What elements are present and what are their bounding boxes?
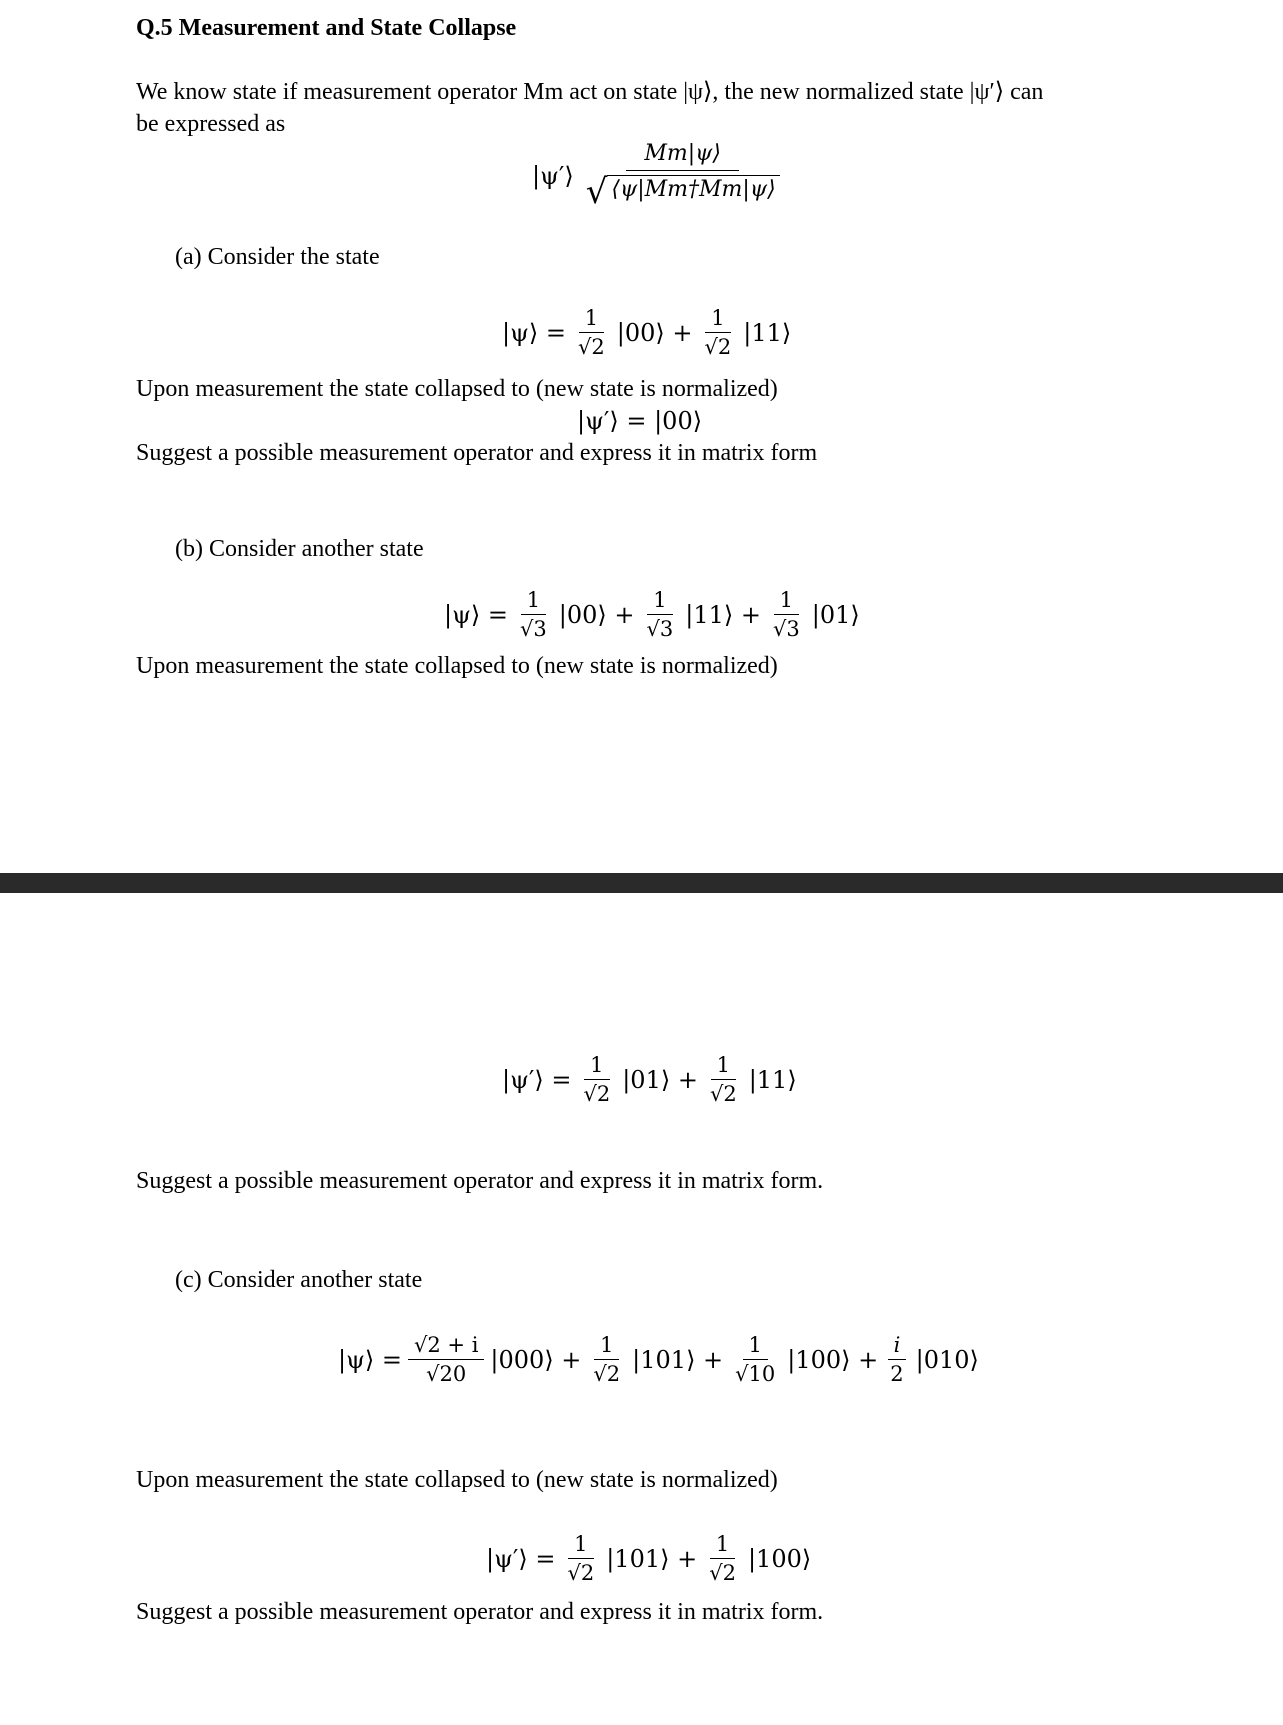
part-c-question: Suggest a possible measurement operator and express it in matrix form. — [136, 1599, 824, 1625]
part-c-coef-1: $\frac{√2 + i}{√20}$ — [408, 1333, 484, 1386]
part-b-collapsed-lhs: |ψ′⟩ = — [502, 1065, 572, 1094]
page-divider — [0, 873, 1283, 893]
part-b-ket-3: |01⟩ — [811, 600, 860, 629]
part-c-collapsed-coef-1: $\frac{1}{√2}$ — [567, 1532, 595, 1585]
part-a-coef-2: $\frac{1}{√2}$ — [704, 306, 732, 359]
part-b-lhs: |ψ⟩ = — [444, 600, 509, 629]
part-b-state — [442, 588, 862, 641]
radical-sign: √ — [585, 172, 608, 212]
intro-line-1: We know state if measurement operator Mm act on state |ψ⟩, the new normalized state |ψ′⟩ can — [136, 79, 1044, 105]
part-a-lhs: |ψ⟩ = — [502, 318, 567, 347]
part-c-ket-3: |100⟩ + — [787, 1345, 879, 1374]
part-a-label: (a) Consider the state — [175, 244, 380, 270]
part-b-collapsed-state — [500, 1053, 799, 1106]
part-c-coef-2: $\frac{1}{√2}$ — [593, 1333, 621, 1386]
part-b-label: (b) Consider another state — [175, 536, 424, 562]
part-c-coef-4: $\frac{i}{2}$ — [884, 1333, 909, 1386]
part-b-ket-1: |00⟩ + — [558, 600, 635, 629]
part-c-collapsed-ket-1: |101⟩ + — [606, 1544, 698, 1573]
part-a-ket-2: |11⟩ — [743, 318, 792, 347]
part-c-coef-3: $\frac{1}{√10}$ — [735, 1333, 776, 1386]
part-a-collapsed-state: |ψ′⟩ = |00⟩ — [577, 407, 703, 435]
part-b-coef-1: $\frac{1}{√3}$ — [520, 588, 547, 641]
part-c-collapsed-coef-2: $\frac{1}{√2}$ — [709, 1532, 736, 1585]
part-a-state — [500, 306, 793, 359]
part-b-collapsed-ket-2: |11⟩ — [748, 1065, 797, 1094]
part-a-ket-1: |00⟩ + — [616, 318, 693, 347]
part-a-coef-1: $\frac{1}{√2}$ — [578, 306, 605, 359]
part-b-collapsed-coef-2: $\frac{1}{√2}$ — [709, 1053, 737, 1106]
part-c-collapsed-lhs: |ψ′⟩ = — [486, 1544, 556, 1573]
part-b-question: Suggest a possible measurement operator and express it in matrix form. — [136, 1168, 824, 1194]
part-b-coef-2: $\frac{1}{√3}$ — [646, 588, 674, 641]
part-b-ket-2: |11⟩ + — [685, 600, 761, 629]
formula-numerator: Mm|ψ⟩ — [626, 142, 739, 171]
part-c-ket-4: |010⟩ — [915, 1345, 979, 1374]
part-c-label: (c) Consider another state — [175, 1267, 423, 1293]
part-b-collapse-text: Upon measurement the state collapsed to (new state is normalized) — [136, 653, 778, 679]
formula-denominator — [580, 171, 786, 212]
part-c-state — [336, 1333, 981, 1386]
part-b-coef-3: $\frac{1}{√3}$ — [772, 588, 800, 641]
intro-line-2: be expressed as — [136, 111, 286, 137]
question-title: Q.5 Measurement and State Collapse — [136, 15, 517, 41]
part-b-collapsed-ket-1: |01⟩ + — [622, 1065, 698, 1094]
part-a-question: Suggest a possible measurement operator and express it in matrix form — [136, 440, 818, 466]
part-c-collapsed-ket-2: |100⟩ — [747, 1544, 812, 1573]
part-b-collapsed-coef-1: $\frac{1}{√2}$ — [583, 1053, 611, 1106]
part-a-collapse-text: Upon measurement the state collapsed to (new state is normalized) — [136, 376, 778, 402]
part-c-ket-2: |101⟩ + — [632, 1345, 724, 1374]
formula-radicand: ⟨ψ|Mm†Mm|ψ⟩ — [607, 175, 779, 209]
part-c-lhs: |ψ⟩ = — [338, 1345, 403, 1374]
part-c-collapse-text: Upon measurement the state collapsed to (new state is normalized) — [136, 1467, 778, 1493]
formula-fraction — [580, 141, 786, 212]
formula-lhs: |ψ′⟩ — [532, 161, 574, 190]
part-c-ket-1: |000⟩ + — [490, 1345, 582, 1374]
collapse-formula — [530, 141, 790, 212]
part-c-collapsed-state — [484, 1532, 813, 1585]
